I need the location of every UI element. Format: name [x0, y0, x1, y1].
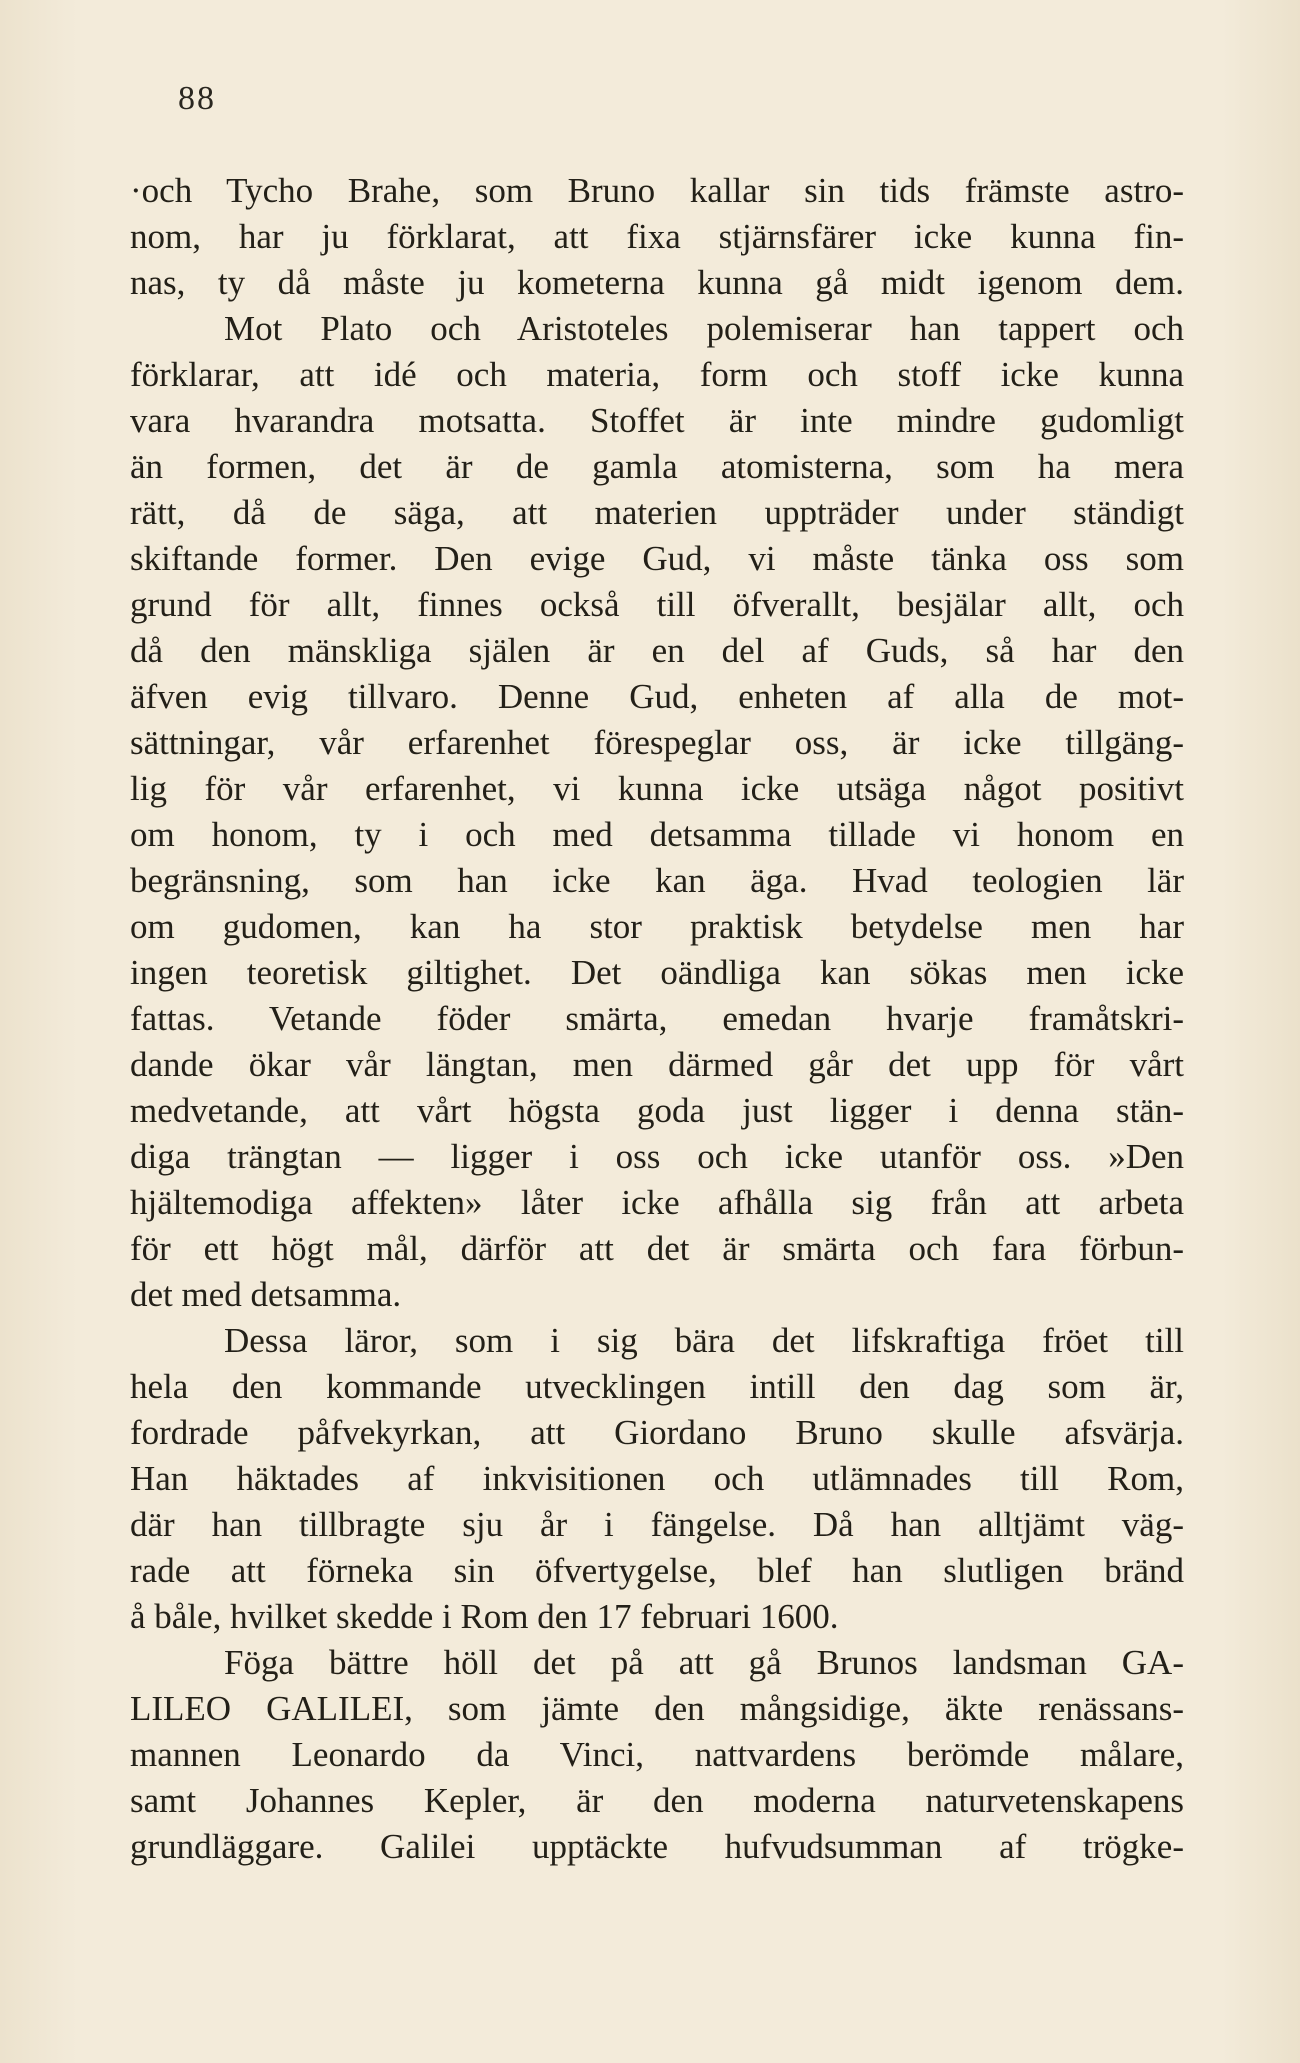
text-line: då den mänskliga själen är en del af Guds, så har den: [130, 631, 1184, 670]
text-line: fattas. Vetande föder smärta, emedan hvarje framåtskri-: [130, 999, 1184, 1038]
text-line: ingen teoretisk giltighet. Det oändliga kan sökas men icke: [130, 953, 1184, 992]
text-line: grund för allt, finnes också till öfverallt, besjälar allt, och: [130, 585, 1184, 624]
text-line: å båle, hvilket skedde i Rom den 17 februari 1600.: [130, 1597, 839, 1636]
page-number: 88: [178, 80, 216, 117]
text-line: fordrade påfvekyrkan, att Giordano Bruno skulle afsvärja.: [130, 1413, 1184, 1452]
text-line: nom, har ju förklarat, att fixa stjärnsfärer icke kunna fin-: [130, 217, 1184, 256]
text-line: Föga bättre höll det på att gå Brunos landsman GA-: [224, 1643, 1184, 1682]
text-line: ·och Tycho Brahe, som Bruno kallar sin tids främste astro-: [130, 171, 1184, 210]
text-line: om gudomen, kan ha stor praktisk betydelse men har: [130, 907, 1184, 946]
text-line: där han tillbragte sju år i fängelse. Då han alltjämt väg-: [130, 1505, 1184, 1544]
text-line: om honom, ty i och med detsamma tillade vi honom en: [130, 815, 1184, 854]
body-text: [130, 168, 1184, 1870]
text-line: äfven evig tillvaro. Denne Gud, enheten af alla de mot-: [130, 677, 1184, 716]
text-line: hela den kommande utvecklingen intill den dag som är,: [130, 1367, 1184, 1406]
text-line: för ett högt mål, därför att det är smärta och fara förbun-: [130, 1229, 1184, 1268]
text-line: rade att förneka sin öfvertygelse, blef han slutligen bränd: [130, 1551, 1184, 1590]
text-line: Han häktades af inkvisitionen och utlämnades till Rom,: [130, 1459, 1184, 1498]
text-line: mannen Leonardo da Vinci, nattvardens berömde målare,: [130, 1735, 1184, 1774]
text-line: medvetande, att vårt högsta goda just ligger i denna stän-: [130, 1091, 1184, 1130]
text-line: begränsning, som han icke kan äga. Hvad teologien lär: [130, 861, 1184, 900]
text-line: vara hvarandra motsatta. Stoffet är inte mindre gudomligt: [130, 401, 1184, 440]
text-line: hjältemodiga affekten» låter icke afhålla sig från att arbeta: [130, 1183, 1184, 1222]
text-line: rätt, då de säga, att materien uppträder under ständigt: [130, 493, 1184, 532]
text-line: Mot Plato och Aristoteles polemiserar han tappert och: [224, 309, 1184, 348]
text-line: dande ökar vår längtan, men därmed går det upp för vårt: [130, 1045, 1184, 1084]
text-line: lig för vår erfarenhet, vi kunna icke utsäga något positivt: [130, 769, 1184, 808]
text-line: samt Johannes Kepler, är den moderna naturvetenskapens: [130, 1781, 1184, 1820]
text-line: diga trängtan — ligger i oss och icke utanför oss. »Den: [130, 1137, 1184, 1176]
text-line: sättningar, vår erfarenhet förespeglar oss, är icke tillgäng-: [130, 723, 1184, 762]
text-line: än formen, det är de gamla atomisterna, som ha mera: [130, 447, 1184, 486]
text-line: det med detsamma.: [130, 1275, 402, 1314]
text-line: LILEO GALILEI, som jämte den mångsidige, äkte renässans-: [130, 1689, 1184, 1728]
text-line: förklarar, att idé och materia, form och stoff icke kunna: [130, 355, 1184, 394]
text-line: grundläggare. Galilei upptäckte hufvudsumman af trögke-: [130, 1827, 1184, 1866]
text-line: nas, ty då måste ju kometerna kunna gå midt igenom dem.: [130, 263, 1184, 302]
text-line: Dessa läror, som i sig bära det lifskraftiga fröet till: [224, 1321, 1184, 1360]
text-line: skiftande former. Den evige Gud, vi måste tänka oss som: [130, 539, 1184, 578]
